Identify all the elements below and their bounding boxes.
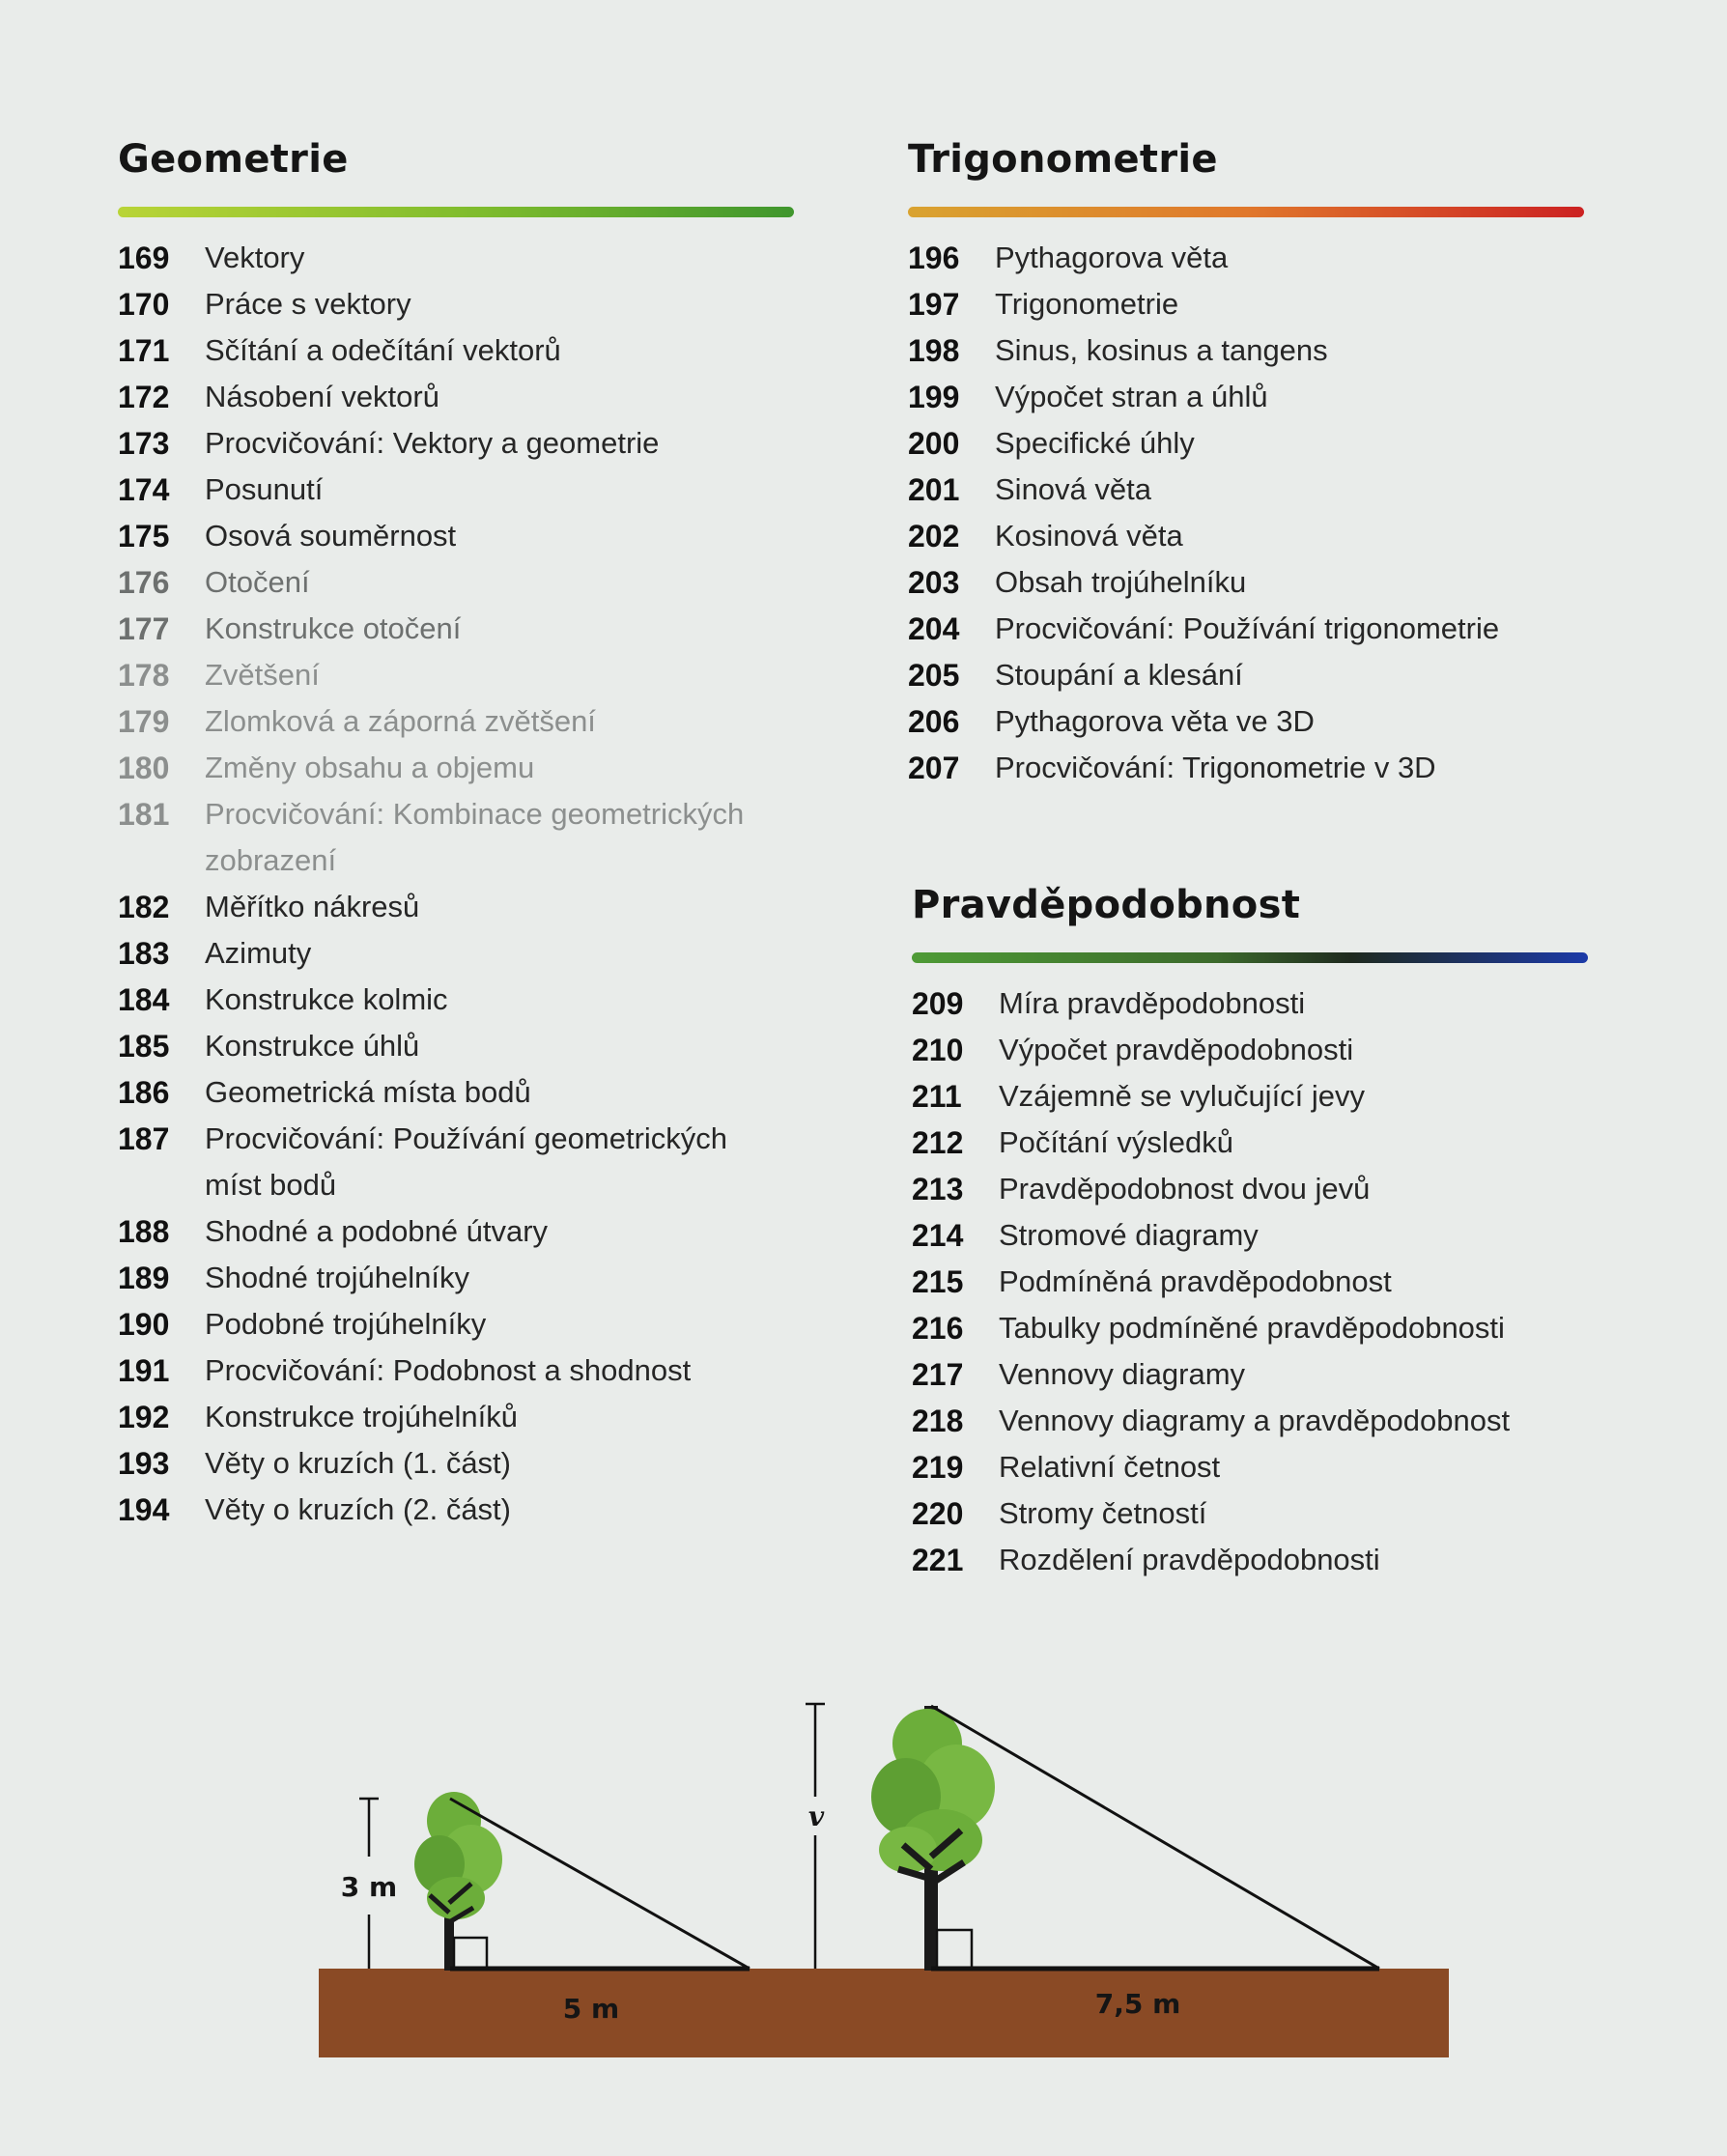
toc-entry-title: Shodné a podobné útvary xyxy=(205,1214,549,1248)
toc-page-number: 174 xyxy=(118,472,170,507)
toc-entry xyxy=(908,745,1584,791)
toc-entry-title: Zvětšení xyxy=(205,658,320,692)
large-tree-icon xyxy=(871,1706,995,1971)
toc-page-number: 206 xyxy=(908,704,960,739)
unknown-height-label: v xyxy=(807,1801,825,1832)
section-color-bar xyxy=(908,207,1584,217)
toc-page-number: 211 xyxy=(912,1079,962,1114)
toc-page-number: 217 xyxy=(912,1357,964,1392)
toc-page-number: 196 xyxy=(908,241,960,275)
toc-page-number: 193 xyxy=(118,1446,170,1481)
toc-entry-title: Shodné trojúhelníky xyxy=(205,1261,470,1294)
toc-entry xyxy=(118,235,794,281)
toc-entry xyxy=(912,1120,1588,1166)
toc-entry-title: Výpočet pravděpodobnosti xyxy=(999,1033,1354,1066)
toc-entry-title: Zlomková a záporná zvětšení xyxy=(205,704,596,738)
toc-entry-title: Podobné trojúhelníky xyxy=(205,1307,487,1341)
toc-page-number: 173 xyxy=(118,426,170,461)
toc-page-number: 216 xyxy=(912,1311,964,1346)
toc-page-number: 207 xyxy=(908,751,960,785)
toc-entry-title: Pythagorova věta xyxy=(995,241,1229,274)
toc-entry-title: Vennovy diagramy a pravděpodobnost xyxy=(999,1404,1511,1437)
toc-entry xyxy=(912,1351,1588,1398)
toc-page-number: 191 xyxy=(118,1353,170,1388)
toc-entry-title: Věty o kruzích (1. část) xyxy=(205,1446,511,1480)
toc-page-number: 194 xyxy=(118,1492,170,1527)
toc-entry-continuation xyxy=(118,837,794,884)
toc-page-number: 189 xyxy=(118,1261,170,1295)
toc-entry xyxy=(908,327,1584,374)
toc-page-number: 212 xyxy=(912,1125,964,1160)
section-color-bar xyxy=(912,952,1588,963)
toc-entry xyxy=(908,374,1584,420)
toc-entry-title: Počítání výsledků xyxy=(999,1125,1233,1159)
toc-page-number: 202 xyxy=(908,519,960,553)
toc-entry-title: Trigonometrie xyxy=(995,287,1179,321)
section-trigonometry xyxy=(908,135,1584,791)
large-triangle xyxy=(931,1706,1379,1969)
toc-page-number: 214 xyxy=(912,1218,964,1253)
unknown-height-marker xyxy=(806,1704,825,1969)
toc-page-number: 177 xyxy=(118,611,170,646)
section-color-bar xyxy=(118,207,794,217)
toc-entry xyxy=(908,281,1584,327)
toc-page-number: 172 xyxy=(118,380,170,414)
toc-entry-title: Stoupání a klesání xyxy=(995,658,1243,692)
toc-page-number: 180 xyxy=(118,751,170,785)
toc-page-number: 179 xyxy=(118,704,170,739)
small-base-label: 5 m xyxy=(562,1993,620,2025)
toc-entry xyxy=(908,652,1584,698)
toc-entry-title: Konstrukce otočení xyxy=(205,611,462,645)
toc-entry-title: Procvičování: Používání geometrických xyxy=(205,1121,728,1155)
toc-entry-title: Stromové diagramy xyxy=(999,1218,1259,1252)
toc-entry xyxy=(118,606,794,652)
toc-entry xyxy=(118,1394,794,1440)
toc-entry-title: Výpočet stran a úhlů xyxy=(995,380,1268,413)
toc-page-number: 204 xyxy=(908,611,960,646)
toc-entry xyxy=(118,1255,794,1301)
toc-entry-continuation xyxy=(118,1162,794,1208)
toc-page-number: 203 xyxy=(908,565,960,600)
toc-entry xyxy=(118,281,794,327)
toc-page-number: 219 xyxy=(912,1450,964,1485)
toc-entry-title: Pythagorova věta ve 3D xyxy=(995,704,1315,738)
toc-entry-title-continuation: zobrazení xyxy=(205,843,337,877)
toc-entry xyxy=(118,1440,794,1487)
toc-entry-title: Vektory xyxy=(205,241,305,274)
toc-entry-title: Práce s vektory xyxy=(205,287,411,321)
small-tree-icon xyxy=(414,1792,502,1971)
toc-page-number: 190 xyxy=(118,1307,170,1342)
toc-entry xyxy=(908,559,1584,606)
small-height-label: 3 m xyxy=(340,1871,398,1903)
toc-page-number: 184 xyxy=(118,982,170,1017)
toc-entry xyxy=(908,606,1584,652)
toc-entry xyxy=(118,977,794,1023)
toc-entry-title: Sinová věta xyxy=(995,472,1151,506)
toc-entry xyxy=(118,652,794,698)
toc-entry-title: Procvičování: Používání trigonometrie xyxy=(995,611,1500,645)
toc-entry xyxy=(118,559,794,606)
toc-page-number: 220 xyxy=(912,1496,964,1531)
toc-entry xyxy=(118,327,794,374)
toc-page-number: 171 xyxy=(118,333,170,368)
toc-entry xyxy=(912,1537,1588,1583)
toc-page-number: 181 xyxy=(118,797,170,832)
toc-entry xyxy=(118,745,794,791)
toc-entry xyxy=(912,1444,1588,1490)
toc-entry-title: Násobení vektorů xyxy=(205,380,439,413)
toc-entry xyxy=(912,1259,1588,1305)
toc-page-number: 186 xyxy=(118,1075,170,1110)
toc-entry xyxy=(118,1487,794,1533)
toc-entry xyxy=(118,374,794,420)
toc-entry xyxy=(912,1490,1588,1537)
toc-entry-title: Vzájemně se vylučující jevy xyxy=(999,1079,1366,1113)
ground xyxy=(319,1969,1449,2057)
toc-entry xyxy=(908,698,1584,745)
toc-entry xyxy=(118,1069,794,1116)
toc-entry-title-continuation: míst bodů xyxy=(205,1168,337,1202)
toc-page-number: 187 xyxy=(118,1121,170,1156)
small-triangle xyxy=(450,1799,750,1969)
toc-list-trigonometry xyxy=(908,235,1584,791)
toc-page-number: 213 xyxy=(912,1172,964,1206)
toc-entry-title: Procvičování: Kombinace geometrických xyxy=(205,797,745,831)
section-geometry xyxy=(118,135,794,1533)
section-title-probability: Pravděpodobnost xyxy=(912,883,1301,927)
toc-entry xyxy=(118,467,794,513)
toc-entry-title: Geometrická místa bodů xyxy=(205,1075,531,1109)
toc-page-number: 200 xyxy=(908,426,960,461)
toc-entry-title: Procvičování: Trigonometrie v 3D xyxy=(995,751,1436,784)
toc-entry xyxy=(118,698,794,745)
toc-entry-title: Věty o kruzích (2. část) xyxy=(205,1492,511,1526)
toc-entry xyxy=(908,513,1584,559)
toc-page-number: 176 xyxy=(118,565,170,600)
toc-entry xyxy=(118,791,794,837)
toc-entry xyxy=(912,1027,1588,1073)
toc-page-number: 192 xyxy=(118,1400,170,1434)
toc-page-number: 175 xyxy=(118,519,170,553)
toc-entry-title: Míra pravděpodobnosti xyxy=(999,986,1306,1020)
toc-entry xyxy=(118,1301,794,1348)
toc-entry-title: Azimuty xyxy=(205,936,312,970)
toc-entry-title: Konstrukce kolmic xyxy=(205,982,448,1016)
toc-entry-title: Rozdělení pravděpodobnosti xyxy=(999,1543,1380,1576)
toc-entry-title: Stromy četností xyxy=(999,1496,1207,1530)
toc-page-number: 198 xyxy=(908,333,960,368)
toc-entry-title: Podmíněná pravděpodobnost xyxy=(999,1264,1392,1298)
toc-entry-title: Procvičování: Vektory a geometrie xyxy=(205,426,660,460)
toc-entry xyxy=(118,1348,794,1394)
section-title-geometry: Geometrie xyxy=(118,137,349,182)
toc-page-number: 221 xyxy=(912,1543,964,1577)
toc-entry-title: Konstrukce úhlů xyxy=(205,1029,420,1063)
toc-entry-title: Relativní četnost xyxy=(999,1450,1221,1484)
toc-page-number: 199 xyxy=(908,380,960,414)
toc-entry xyxy=(912,980,1588,1027)
toc-entry xyxy=(118,1116,794,1162)
toc-entry-title: Sčítání a odečítání vektorů xyxy=(205,333,561,367)
toc-entry xyxy=(118,884,794,930)
toc-page-number: 185 xyxy=(118,1029,170,1064)
toc-entry-title: Pravděpodobnost dvou jevů xyxy=(999,1172,1371,1206)
toc-page-number: 182 xyxy=(118,890,170,924)
toc-page-number: 218 xyxy=(912,1404,964,1438)
toc-entry-title: Sinus, kosinus a tangens xyxy=(995,333,1328,367)
toc-page-number: 201 xyxy=(908,472,960,507)
toc-page-number: 178 xyxy=(118,658,170,693)
toc-entry-title: Otočení xyxy=(205,565,310,599)
toc-entry-title: Osová souměrnost xyxy=(205,519,457,553)
toc-entry xyxy=(912,1212,1588,1259)
toc-entry-title: Tabulky podmíněné pravděpodobnosti xyxy=(999,1311,1505,1345)
toc-entry-title: Vennovy diagramy xyxy=(999,1357,1246,1391)
toc-entry-title: Konstrukce trojúhelníků xyxy=(205,1400,518,1433)
toc-page-number: 183 xyxy=(118,936,170,971)
toc-page-number: 215 xyxy=(912,1264,964,1299)
toc-page-number: 209 xyxy=(912,986,964,1021)
toc-entry xyxy=(912,1166,1588,1212)
toc-entry xyxy=(908,235,1584,281)
toc-list-probability xyxy=(912,980,1588,1583)
toc-entry xyxy=(908,467,1584,513)
toc-entry-title: Specifické úhly xyxy=(995,426,1195,460)
large-base-label: 7,5 m xyxy=(1094,1988,1181,2020)
toc-entry xyxy=(118,1023,794,1069)
toc-entry-title: Kosinová věta xyxy=(995,519,1183,553)
toc-page-number: 210 xyxy=(912,1033,964,1067)
toc-entry-title: Změny obsahu a objemu xyxy=(205,751,535,784)
toc-list-geometry xyxy=(118,235,794,1533)
section-title-trigonometry: Trigonometrie xyxy=(908,137,1218,182)
toc-page-number: 205 xyxy=(908,658,960,693)
toc-entry xyxy=(912,1073,1588,1120)
toc-entry-title: Posunutí xyxy=(205,472,324,506)
toc-entry-title: Obsah trojúhelníku xyxy=(995,565,1247,599)
toc-page-number: 169 xyxy=(118,241,170,275)
toc-entry-title: Měřítko nákresů xyxy=(205,890,420,923)
toc-entry xyxy=(118,1208,794,1255)
toc-entry xyxy=(118,513,794,559)
toc-entry xyxy=(118,420,794,467)
section-probability xyxy=(912,881,1588,1583)
toc-page-number: 170 xyxy=(118,287,170,322)
toc-entry xyxy=(912,1305,1588,1351)
toc-entry-title: Procvičování: Podobnost a shodnost xyxy=(205,1353,692,1387)
toc-page-number: 197 xyxy=(908,287,960,322)
tree-shadow-illustration xyxy=(0,1642,1727,2086)
toc-page-number: 188 xyxy=(118,1214,170,1249)
toc-entry xyxy=(118,930,794,977)
toc-entry xyxy=(912,1398,1588,1444)
toc-entry xyxy=(908,420,1584,467)
